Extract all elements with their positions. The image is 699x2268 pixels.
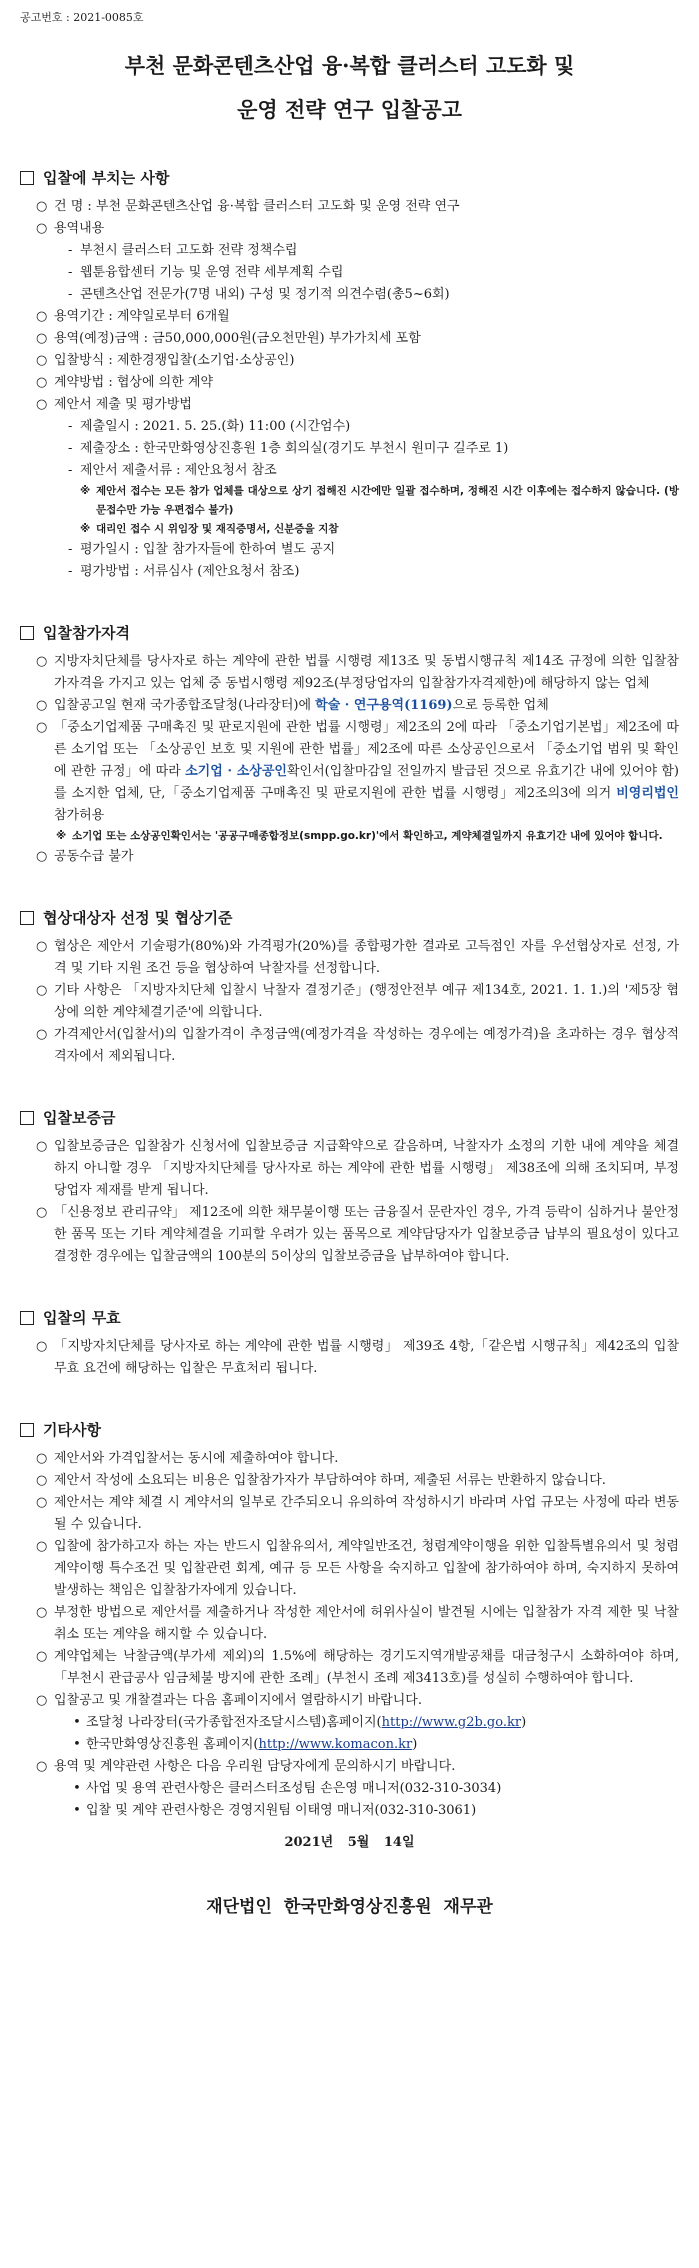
item-text: 계약방법 : 협상에 의한 계약 [54,375,214,390]
dash-marker: - [68,287,73,302]
item-text: 계약업체는 낙찰금액(부가세 제외)의 1.5%에 해당하는 경기도지역개발공채를 대금청구시 소화하여야 하며, 「부천시 관급공사 임금체불 방지에 관한 조례」(부천시 조례 제3413호)를 성실히 수행하여야 합니다. [54,1649,679,1686]
item-text: 입찰에 참가하고자 하는 자는 반드시 입찰유의서, 계약일반조건, 청렴계약이행을 위한 입찰특별유의서 및 청렴계약이행 특수조건 및 입찰관련 회계, 예규 등 모든 사항을 숙지하고 입찰에 참가하여야 하며, 숙지하지 못하여 발생하는 책임은 입찰참가자에게 있습니다. [54,1539,679,1598]
item-text: 평가방법 : 서류심사 (제안요청서 참조) [80,564,300,579]
checkbox-square-icon [20,1111,34,1125]
list-item [20,1646,679,1690]
dash-marker: - [68,463,73,478]
item-text: 건 명 : 부천 문화콘텐츠산업 융·복합 클러스터 고도화 및 운영 전략 연구 [54,199,460,214]
list-item [20,1024,679,1068]
circle-bullet-icon: ○ [36,1649,48,1664]
item-text: 웹툰융합센터 기능 및 운영 전략 세부계획 수립 [80,265,344,280]
item-text: 용역 및 계약관련 사항은 다음 우리원 담당자에게 문의하시기 바랍니다. [54,1759,456,1774]
item-text: 부정한 방법으로 제안서를 제출하거나 작성한 제안서에 허위사실이 발견될 시에는 입찰참가 자격 제한 및 낙찰 취소 또는 계약을 해지할 수 있습니다. [54,1605,679,1642]
sub-list-item [20,1712,679,1734]
item-text [54,695,679,717]
item-text: 가격제안서(입찰서)의 입찰가격이 추정금액(예정가격을 작성하는 경우에는 예정가격)을 초과하는 경우 협상적격자에서 제외됩니다. [54,1027,679,1064]
item-text-part: 한국만화영상진흥원 홈페이지( [86,1737,259,1752]
section-heading [20,1418,679,1442]
reference-mark-icon: ※ [56,830,67,842]
item-text: 제출일시 : 2021. 5. 25.(화) 11:00 (시간엄수) [80,419,351,434]
note-text: 제안서 접수는 모든 참가 업체를 대상으로 상기 접해진 시간에만 일괄 접수하며, 정해진 시간 이후에는 접수하지 않습니다. (방문접수만 가능 우편접수 불가) [96,485,679,516]
item-text-part: 참가허용 [54,808,105,823]
circle-bullet-icon: ○ [36,1027,48,1042]
list-item [20,218,679,240]
circle-bullet-icon: ○ [36,1473,48,1488]
list-item [20,196,679,218]
sub-list-item [20,262,679,284]
item-text: 지방자치단체를 당사자로 하는 계약에 관한 법률 시행령 제13조 및 동법시행규칙 제14조 규정에 의한 입찰참가자격을 가지고 있는 업체 중 동법시행령 제92조(부정당업자의 입찰참가자격제한)에 해당하지 않는 업체 [54,654,679,691]
highlight-small-business: 소기업 · 소상공인 [185,764,287,779]
list-item [20,936,679,980]
item-text: 제안서 제출서류 : 제안요청서 참조 [80,463,277,478]
circle-bullet-icon: ○ [36,1495,48,1510]
document-title-line1: 부천 문화콘텐츠산업 융·복합 클러스터 고도화 및 [124,53,575,78]
circle-bullet-icon: ○ [36,654,48,669]
dot-bullet-icon: • [73,1737,81,1752]
announcement-date: 2021년 5월 14일 [284,1835,415,1850]
section-other [20,1418,679,1822]
circle-bullet-icon: ○ [36,309,48,324]
circle-bullet-icon: ○ [36,397,48,412]
checkbox-square-icon [20,1311,34,1325]
circle-bullet-icon: ○ [36,331,48,346]
item-text: 용역기간 : 계약일로부터 6개월 [54,309,230,324]
circle-bullet-icon: ○ [36,1139,48,1154]
circle-bullet-icon: ○ [36,1693,48,1708]
dot-bullet-icon: • [73,1803,81,1818]
item-text: 입찰공고 및 개찰결과는 다음 홈페이지에서 열람하시기 바랍니다. [54,1693,422,1708]
circle-bullet-icon: ○ [36,849,48,864]
item-text: 제안서는 계약 체결 시 계약서의 일부로 간주되오니 유의하여 작성하시기 바라며 사업 규모는 사정에 따라 변동될 수 있습니다. [54,1495,679,1532]
item-text: 용역(예정)금액 : 금50,000,000원(금오천만원) 부가가치세 포함 [54,331,421,346]
item-text: 사업 및 용역 관련사항은 클러스터조성팀 손은영 매니저(032-310-3034) [86,1781,502,1796]
item-text: 제안서 작성에 소요되는 비용은 입찰참가자가 부담하여야 하며, 제출된 서류는 반환하지 않습니다. [54,1473,606,1488]
checkbox-square-icon [20,911,34,925]
circle-bullet-icon: ○ [36,375,48,390]
item-text: 입찰 및 계약 관련사항은 경영지원팀 이태영 매니저(032-310-3061) [86,1803,477,1818]
checkbox-square-icon [20,171,34,185]
note-text: 소기업 또는 소상공인확인서는 '공공구매종합정보(smpp.go.kr)'에서 확인하고, 계약체결일까지 유효기간 내에 있어야 합니다. [72,830,663,842]
dash-marker: - [68,542,73,557]
item-text [54,717,679,827]
list-item [20,1492,679,1536]
item-text: 입찰방식 : 제한경쟁입찰(소기업·소상공인) [54,353,295,368]
list-item [20,1690,679,1712]
section-heading-text: 기타사항 [43,1421,101,1439]
item-text-part: 으로 등록한 업체 [452,698,549,713]
list-item [20,695,679,717]
sub-list-item [20,438,679,460]
close-paren: ) [412,1737,418,1752]
dot-bullet-icon: • [73,1781,81,1796]
item-text: 용역내용 [54,221,105,236]
item-text-part: 입찰공고일 현재 국가종합조달청(나라장터)에 [54,698,316,713]
dash-marker: - [68,265,73,280]
section-bid-items [20,166,679,583]
circle-bullet-icon: ○ [36,221,48,236]
item-text: 공동수급 불가 [54,849,134,864]
sub-list-item [20,1734,679,1756]
list-item [20,1470,679,1492]
circle-bullet-icon: ○ [36,698,48,713]
list-item [20,846,679,868]
item-text: 협상은 제안서 기술평가(80%)와 가격평가(20%)를 종합평가한 결과로 고득점인 자를 우선협상자로 선정, 가격 및 기타 지원 조건 등을 협상하여 낙찰자를 선정합니다. [54,939,679,976]
sub-list-item [20,1778,679,1800]
item-text [86,1734,679,1756]
sub-list-item [20,460,679,482]
list-item [20,1136,679,1202]
circle-bullet-icon: ○ [36,1205,48,1220]
item-text [86,1712,679,1734]
g2b-link[interactable]: http://www.g2b.go.kr [381,1715,522,1730]
sub-list-item [20,240,679,262]
komacon-link[interactable]: http://www.komacon.kr [258,1737,413,1752]
dash-marker: - [68,564,73,579]
circle-bullet-icon: ○ [36,1339,48,1354]
list-item [20,1756,679,1778]
item-text: 기타 사항은 「지방자치단체 입찰시 낙찰자 결정기준」(행정안전부 예규 제134호, 2021. 1. 1.)의 '제5장 협상에 의한 계약체결기준'에 의합니다. [54,983,679,1020]
item-text-part: 「중소기업제품 구매촉진 및 판로지원에 관한 법률 시행령」제2조의 2에 따라 「중소기업기본법」제2조에 따른 소기업 또는 「소상공인 보호 및 지원에 관한 법률」제2조에 따른 소상공인으로서 「중소기업 범위 및 확인에 관한 규정」에 따라 [54,720,679,779]
reference-mark-icon: ※ [80,485,91,497]
highlight-category: 학술 · 연구용역(1169) [315,698,453,713]
checkbox-square-icon [20,1423,34,1437]
list-item [20,1536,679,1602]
list-item [20,1202,679,1268]
list-item [20,394,679,416]
item-text: 제안서와 가격입찰서는 동시에 제출하여야 합니다. [54,1451,339,1466]
list-item [20,328,679,350]
notice-number: 공고번호 : 2021-0085호 [20,11,144,24]
section-heading-text: 입찰참가자격 [43,624,130,642]
circle-bullet-icon: ○ [36,983,48,998]
note-text: 대리인 접수 시 위임장 및 재직증명서, 신분증을 지참 [96,523,339,535]
circle-bullet-icon: ○ [36,353,48,368]
note [20,520,679,539]
note [20,827,679,846]
list-item [20,651,679,695]
circle-bullet-icon: ○ [36,720,48,735]
section-bid-bond [20,1106,679,1268]
list-item [20,1448,679,1470]
item-text: 「신용정보 관리규약」 제12조에 의한 채무불이행 또는 금융질서 문란자인 경우, 가격 등락이 심하거나 불안정한 품목 또는 기타 계약체결을 기피할 우려가 있는 품목으로 계약담당자가 입찰보증금 납부의 필요성이 있다고 결정한 경우에는 입찰금액의 100분의 5이상의 입찰보증금을 납부하여야 합니다. [54,1205,679,1264]
item-text: 평가일시 : 입찰 참가자들에 한하여 별도 공지 [80,542,336,557]
dash-marker: - [68,419,73,434]
circle-bullet-icon: ○ [36,1451,48,1466]
circle-bullet-icon: ○ [36,939,48,954]
dot-bullet-icon: • [73,1715,81,1730]
section-negotiation [20,906,679,1068]
circle-bullet-icon: ○ [36,1759,48,1774]
item-text: 제출장소 : 한국만화영상진흥원 1층 회의실(경기도 부천시 원미구 길주로 1) [80,441,509,456]
note [20,482,679,520]
circle-bullet-icon: ○ [36,1539,48,1554]
circle-bullet-icon: ○ [36,199,48,214]
section-heading [20,166,679,190]
section-heading-text: 입찰에 부치는 사항 [43,169,170,187]
dash-marker: - [68,243,73,258]
list-item [20,306,679,328]
item-text: 입찰보증금은 입찰참가 신청서에 입찰보증금 지급확약으로 갈음하며, 낙찰자가 소정의 기한 내에 계약을 체결하지 아니할 경우 「지방자치단체를 당사자로 하는 계약에 관한 법률 시행령」 제38조에 의해 조치되며, 부정당업자 제재를 받게 됩니다. [54,1139,679,1198]
item-text: 제안서 제출 및 평가방법 [54,397,192,412]
checkbox-square-icon [20,626,34,640]
sub-list-item [20,284,679,306]
item-text: 부천시 클러스터 고도화 전략 정책수립 [80,243,298,258]
document-title-line2: 운영 전략 연구 입찰공고 [237,97,462,122]
list-item [20,350,679,372]
item-text: 「지방자치단체를 당사자로 하는 계약에 관한 법률 시행령」 제39조 4항,「같은법 시행규칙」제42조의 입찰무효 요건에 해당하는 입찰은 무효처리 됩니다. [54,1339,679,1376]
close-paren: ) [521,1715,527,1730]
title-block [20,44,679,132]
sub-list-item [20,561,679,583]
list-item [20,1602,679,1646]
item-text-part: 조달청 나라장터(국가종합전자조달시스템)홈페이지( [86,1715,382,1730]
list-item [20,372,679,394]
section-heading [20,906,679,930]
reference-mark-icon: ※ [80,523,91,535]
section-heading-text: 입찰보증금 [43,1109,116,1127]
sub-list-item [20,416,679,438]
list-item [20,980,679,1024]
section-heading [20,1306,679,1330]
section-heading-text: 입찰의 무효 [43,1309,121,1327]
sub-list-item [20,1800,679,1822]
circle-bullet-icon: ○ [36,1605,48,1620]
list-item [20,717,679,827]
highlight-nonprofit: 비영리법인 [616,786,679,801]
item-text-part: 확인서(입찰마감일 전일까지 발급된 것으로 유효기간 내에 있어야 함)를 소지한 업체, 단,「중소기업제품 구매촉진 및 판로지원에 관한 법률 시행령」제2조의3에 의거 [54,764,679,801]
sub-list-item [20,539,679,561]
section-heading [20,1106,679,1130]
section-heading-text: 협상대상자 선정 및 협상기준 [43,909,233,927]
issuer-name: 재단법인 한국만화영상진흥원 재무관 [206,1897,493,1917]
item-text: 콘텐츠산업 전문가(7명 내외) 구성 및 정기적 의견수렴(총5~6회) [80,287,450,302]
list-item [20,1336,679,1380]
section-heading [20,621,679,645]
section-eligibility [20,621,679,868]
dash-marker: - [68,441,73,456]
section-invalid-bid [20,1306,679,1380]
